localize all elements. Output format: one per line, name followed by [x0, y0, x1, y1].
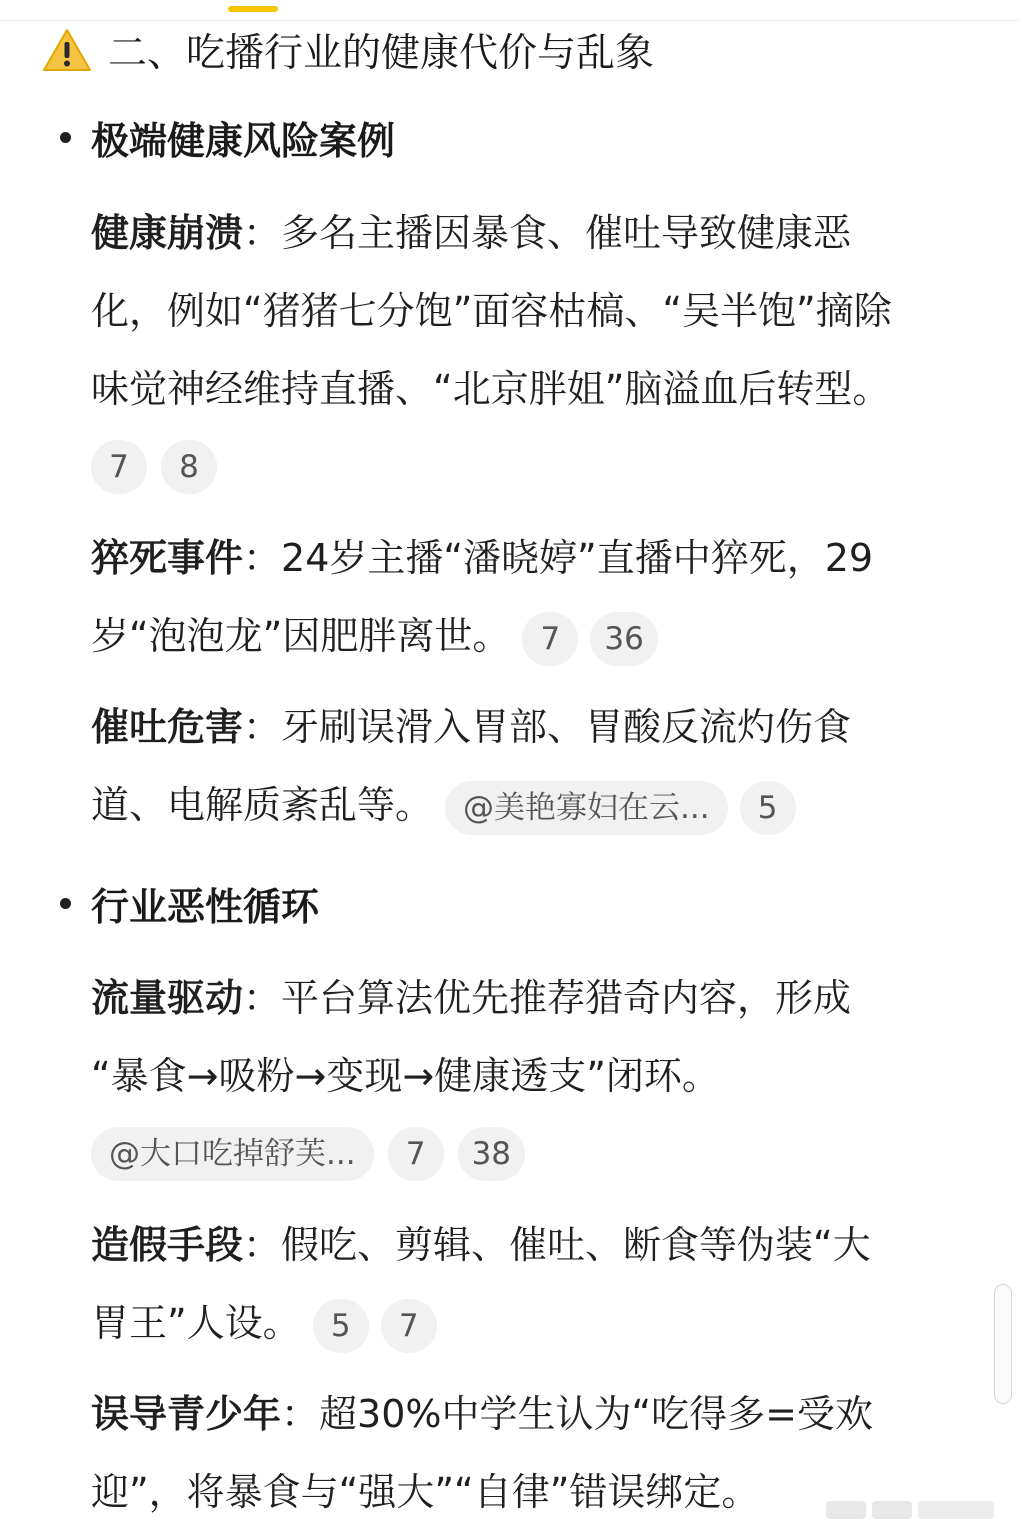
list-item-vomiting-harm: [91, 688, 991, 844]
item-line: [91, 1375, 991, 1453]
item-line: [91, 959, 991, 1037]
item-line: 迎”，将暴食与“强大”“自律”错误绑定。: [91, 1470, 760, 1514]
item-line: “暴食→吸粉→变现→健康透支”闭环。: [91, 1054, 720, 1098]
item-line: [91, 1284, 991, 1362]
item-term: 误导青少年: [91, 1392, 282, 1436]
item-term: 造假手段: [91, 1223, 244, 1267]
citation-chip[interactable]: 36: [590, 612, 657, 666]
group-heading-label: 行业恶性循环: [91, 884, 320, 929]
bullet-dot: [60, 898, 71, 909]
item-term: 健康崩溃: [91, 211, 244, 255]
citation-chip[interactable]: 7: [91, 440, 147, 494]
citation-chip[interactable]: 38: [458, 1127, 525, 1181]
source-chip[interactable]: @美艳寡妇在云...: [445, 781, 728, 835]
list-item-sudden-death: [91, 519, 991, 675]
section-title: 二、吃播行业的健康代价与乱象: [108, 31, 655, 76]
item-term: 流量驱动: [91, 976, 244, 1020]
item-text: ：超30%中学生认为“吃得多=受欢: [281, 1392, 874, 1436]
group-heading-vicious-cycle: [60, 876, 319, 930]
item-line: [91, 766, 991, 844]
citation-chip[interactable]: 8: [161, 440, 217, 494]
item-text: ：牙刷误滑入胃部、胃酸反流灼伤食: [243, 705, 852, 749]
citation-row: [91, 1115, 991, 1193]
item-text: ：假吃、剪辑、催吐、断食等伪装“大: [243, 1223, 871, 1267]
list-item-fake-methods: [91, 1206, 991, 1362]
item-text: ：多名主播因暴食、催吐导致健康恶: [243, 211, 852, 255]
citation-chip[interactable]: 7: [522, 612, 578, 666]
group-heading-label: 极端健康风险案例: [91, 118, 396, 163]
list-item-traffic-driven: [91, 959, 991, 1193]
item-term: 催吐危害: [91, 705, 244, 749]
item-text: 道、电解质紊乱等。: [91, 783, 434, 827]
bullet-dot: [60, 132, 71, 143]
watermark-logo: [820, 1495, 1000, 1525]
list-item-health-collapse: [91, 194, 991, 506]
item-line: [91, 597, 991, 675]
item-line: [91, 194, 991, 272]
citation-chip[interactable]: 5: [313, 1299, 369, 1353]
item-line: [91, 688, 991, 766]
citation-chip[interactable]: 5: [740, 781, 796, 835]
citation-chip[interactable]: 7: [388, 1127, 444, 1181]
item-line: [91, 519, 991, 597]
item-line: 味觉神经维持直播、“北京胖姐”脑溢血后转型。: [91, 367, 891, 411]
item-text: ：平台算法优先推荐猎奇内容，形成: [243, 976, 852, 1020]
citation-row: [91, 428, 991, 506]
top-divider: [0, 20, 1020, 21]
item-line: 化，例如“猪猪七分饱”面容枯槁、“吴半饱”摘除: [91, 289, 892, 333]
citation-chip[interactable]: 7: [381, 1299, 437, 1353]
item-text: 岁“泡泡龙”因肥胖离世。: [91, 614, 511, 658]
item-text: 胃王”人设。: [91, 1301, 301, 1345]
scrollbar-handle[interactable]: [994, 1284, 1012, 1404]
item-line: [91, 1206, 991, 1284]
source-chip[interactable]: @大口吃掉舒芙...: [91, 1127, 374, 1181]
warning-icon: [42, 27, 92, 73]
item-term: 猝死事件: [91, 536, 244, 580]
item-text: ：24岁主播“潘晓婷”直播中猝死，29: [243, 536, 874, 580]
section-heading: [42, 22, 654, 78]
group-heading-risk-cases: [60, 110, 395, 164]
active-tab-indicator[interactable]: [228, 6, 278, 12]
